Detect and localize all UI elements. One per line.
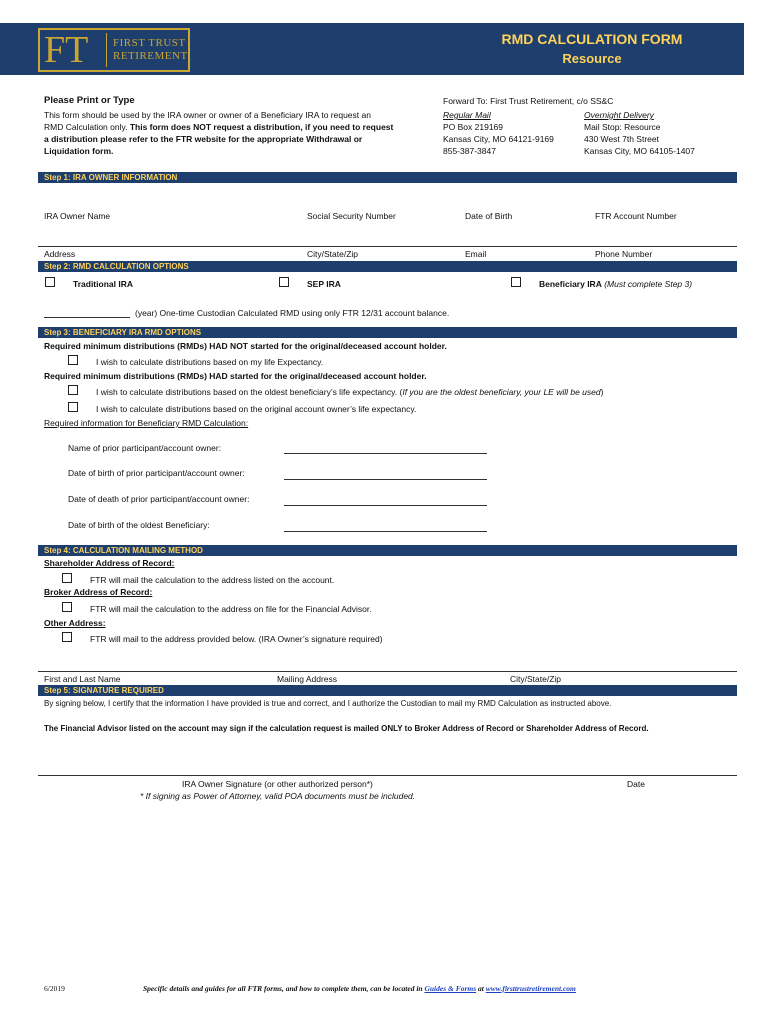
regular-line: Kansas City, MO 64121-9169 [443,134,554,144]
regular-mail-title: Regular Mail [443,110,491,120]
intro-heading: Please Print or Type [44,95,135,106]
overnight-title: Overnight Delivery [584,110,654,120]
email-label: Email [465,249,487,259]
step3-bar: Step 3: BENEFICIARY IRA RMD OPTIONS [38,327,737,338]
overnight-line: 430 West 7th Street [584,134,659,144]
footer-at: at [476,984,486,993]
q1-heading: Required minimum distributions (RMDs) HAD NOT started for the original/deceased account holder. [44,341,447,351]
shareholder-address-checkbox[interactable] [62,573,72,583]
intro-line1: This form should be used by the IRA owner or owner of a Beneficiary IRA to request an [44,110,371,120]
footer-text-main: Specific details and guides for all FTR forms, and how to complete them, can be located in [143,984,425,993]
oldest-beneficiary-dob-label: Date of birth of the oldest Beneficiary: [68,520,210,530]
regular-mail-block [443,109,554,157]
beneficiary-ira-note: (Must complete Step 3) [601,279,693,289]
traditional-ira-label: Traditional IRA [73,279,133,289]
account-number-label: FTR Account Number [595,211,677,221]
dob-label: Date of Birth [465,211,513,221]
date-label: Date [627,779,645,789]
company-logo [38,28,190,72]
address-label: Address [44,249,76,259]
signature-line[interactable] [38,775,737,776]
logo-letters: FT [44,29,89,71]
first-last-name-label: First and Last Name [44,674,121,684]
certification-text: By signing below, I certify that the information I have provided is true and correct, and I authorize the Custodian to mail my RMD Calculation as instructed above. [44,699,612,708]
step1-field-line [38,246,737,247]
broker-address-option: FTR will mail the calculation to the address on file for the Financial Advisor. [90,604,372,614]
overnight-line: Mail Stop: Resource [584,122,661,132]
city-state-zip-label: City/State/Zip [307,249,359,259]
step4-bar: Step 4: CALCULATION MAILING METHOD [38,545,737,556]
traditional-ira-checkbox[interactable] [45,277,55,287]
broker-address-checkbox[interactable] [62,602,72,612]
form-title: RMD CALCULATION FORM [501,31,683,47]
prior-owner-dod-label: Date of death of prior participant/account owner: [68,494,250,504]
logo-divider [106,33,107,67]
ira-owner-name-label: IRA Owner Name [44,211,111,221]
step2-bar: Step 2: RMD CALCULATION OPTIONS [38,261,737,272]
oldest-beneficiary-text: I wish to calculate distributions based on the oldest beneficiary’s life expectancy. ( [96,387,403,397]
step5-bar: Step 5: SIGNATURE REQUIRED [38,685,737,696]
shareholder-address-label: Shareholder Address of Record: [44,558,175,568]
sep-ira-checkbox[interactable] [279,277,289,287]
form-date: 6/2019 [44,984,65,993]
website-link[interactable]: www.firsttrustretirement.com [485,984,576,993]
beneficiary-ira-text: Beneficiary IRA [539,279,602,289]
intro-line4: Liquidation form. [44,146,114,156]
owner-life-expectancy-label: I wish to calculate distributions based on the original account owner’s life expectancy. [96,404,417,414]
oldest-beneficiary-dob-field[interactable] [284,531,487,532]
prior-owner-dod-field[interactable] [284,505,487,506]
broker-address-label: Broker Address of Record: [44,587,153,597]
oldest-beneficiary-checkbox[interactable] [68,385,78,395]
prior-owner-dob-label: Date of birth of prior participant/account owner: [68,468,245,478]
oldest-beneficiary-note: If you are the oldest beneficiary, your LE will be used [402,387,601,397]
footer-text [143,984,576,993]
life-expectancy-checkbox[interactable] [68,355,78,365]
mailing-address-label: Mailing Address [277,674,338,684]
beneficiary-ira-checkbox[interactable] [511,277,521,287]
phone-label: Phone Number [595,249,653,259]
owner-life-expectancy-checkbox[interactable] [68,402,78,412]
regular-line: PO Box 219169 [443,122,504,132]
step1-bar: Step 1: IRA OWNER INFORMATION [38,172,737,183]
prior-owner-name-label: Name of prior participant/account owner: [68,443,222,453]
required-info-heading: Required information for Beneficiary RMD Calculation: [44,418,249,428]
life-expectancy-label: I wish to calculate distributions based on my life Expectancy. [96,357,324,367]
signature-label: IRA Owner Signature (or other authorized person*) [182,779,373,789]
beneficiary-ira-label [539,278,692,290]
other-address-checkbox[interactable] [62,632,72,642]
intro-line3: a distribution please refer to the FTR website for the appropriate Withdrawal or [44,134,363,144]
year-input-line[interactable] [44,317,130,318]
mailing-city-state-zip-label: City/State/Zip [510,674,562,684]
year-rmd-text: (year) One-time Custodian Calculated RMD using only FTR 12/31 account balance. [135,308,450,318]
oldest-beneficiary-label [96,386,603,398]
sep-ira-label: SEP IRA [307,279,341,289]
logo-line2: RETIREMENT [113,50,188,62]
forward-to: Forward To: First Trust Retirement, c/o SS&C [443,96,614,106]
other-address-field-line[interactable] [38,671,737,672]
guides-forms-link[interactable]: Guides & Forms [424,984,477,993]
other-address-option: FTR will mail to the address provided below. (IRA Owner’s signature required) [90,634,383,644]
oldest-beneficiary-close: ) [600,387,604,397]
intro-line2a: RMD Calculation only. [44,122,130,132]
ssn-label: Social Security Number [307,211,396,221]
other-address-label: Other Address: [44,618,106,628]
advisor-note: The Financial Advisor listed on the account may sign if the calculation request is mailed ONLY to Broker Address of Record or Shareholder Address of Record. [44,724,649,733]
prior-owner-dob-field[interactable] [284,479,487,480]
prior-owner-name-field[interactable] [284,453,487,454]
poa-note: * If signing as Power of Attorney, valid POA documents must be included. [140,791,416,801]
intro-text [44,109,424,157]
overnight-block [584,109,695,157]
logo-line1: FIRST TRUST [113,37,186,49]
overnight-line: Kansas City, MO 64105-1407 [584,146,695,156]
regular-line: 855-387-3847 [443,146,496,156]
form-subtitle: Resource [562,51,622,66]
shareholder-address-option: FTR will mail the calculation to the address listed on the account. [90,575,335,585]
logo-text [113,37,188,63]
q2-heading: Required minimum distributions (RMDs) HAD started for the original/deceased account holder. [44,371,427,381]
intro-line2b: This form does NOT request a distribution, if you need to request [129,122,394,132]
